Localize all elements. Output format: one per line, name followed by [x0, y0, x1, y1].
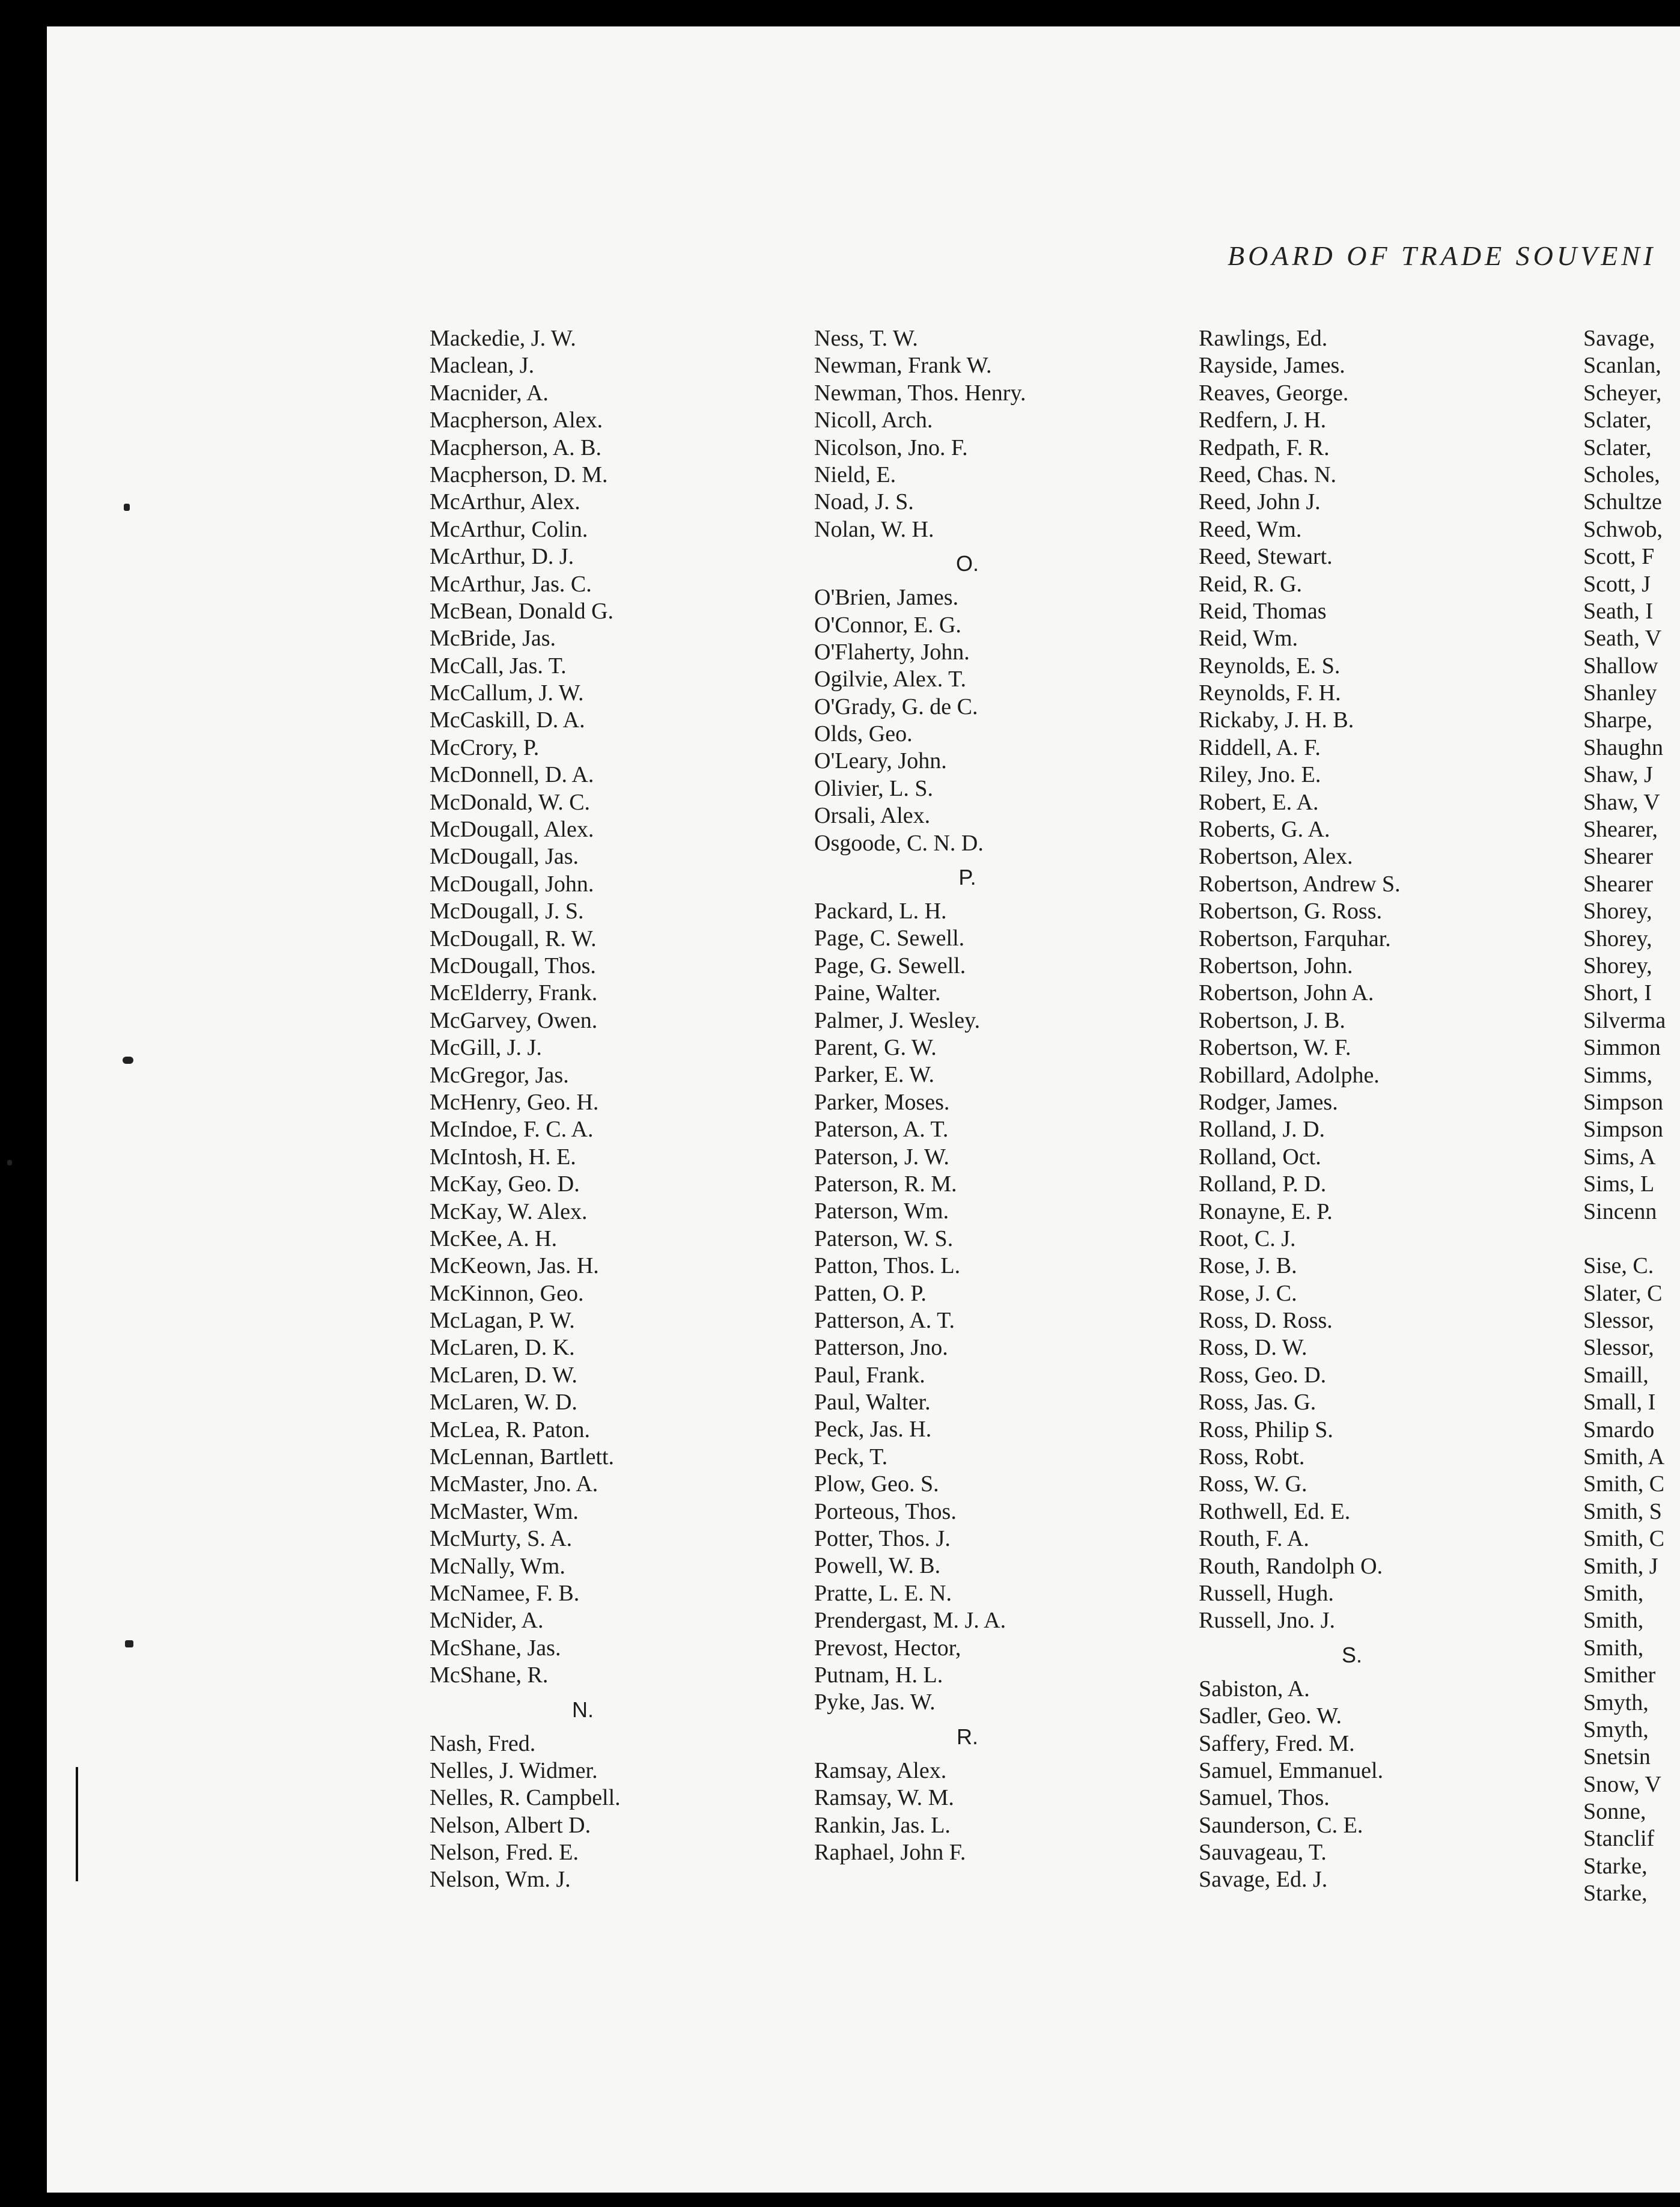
member-name: Smith, — [1583, 1608, 1644, 1634]
member-name: Reynolds, F. H. — [1199, 680, 1341, 706]
member-name: Robillard, Adolphe. — [1199, 1062, 1380, 1088]
member-name: Simpson — [1583, 1117, 1664, 1143]
member-name: Small, I — [1583, 1390, 1656, 1415]
member-name: Snow, V — [1583, 1771, 1661, 1797]
member-name: Redpath, F. R. — [1199, 435, 1330, 460]
member-name: Scheyer, — [1583, 380, 1662, 406]
member-name: Paterson, R. M. — [814, 1171, 957, 1197]
member-name: Robertson, J. B. — [1199, 1007, 1345, 1033]
member-name: Macpherson, D. M. — [430, 462, 608, 487]
member-name: Powell, W. B. — [814, 1553, 941, 1579]
member-name: McElderry, Frank. — [430, 980, 598, 1006]
member-name: McIntosh, H. E. — [430, 1144, 576, 1170]
member-name: Ross, Philip S. — [1199, 1417, 1333, 1442]
member-name: O'Brien, James. — [814, 585, 959, 611]
member-name: Russell, Hugh. — [1199, 1580, 1334, 1606]
member-name: Shanley — [1583, 680, 1657, 706]
member-name: Mackedie, J. W. — [430, 326, 576, 351]
member-name: O'Grady, G. de C. — [814, 694, 978, 719]
member-name: Reed, Wm. — [1199, 516, 1302, 542]
member-name: Paine, Walter. — [814, 980, 941, 1006]
member-name: Starke, — [1583, 1853, 1648, 1879]
member-name: Sims, A — [1583, 1144, 1656, 1170]
member-name: Sharpe, — [1583, 707, 1653, 733]
member-name: Starke, — [1583, 1881, 1648, 1906]
member-name: Ogilvie, Alex. T. — [814, 667, 966, 692]
member-name: Paterson, W. S. — [814, 1226, 954, 1251]
member-name: McLennan, Bartlett. — [430, 1444, 615, 1470]
member-name: Nelson, Wm. J. — [430, 1867, 571, 1893]
member-name: Ramsay, Alex. — [814, 1757, 947, 1783]
member-name: Rickaby, J. H. B. — [1199, 707, 1354, 733]
member-name: Samuel, Emmanuel. — [1199, 1757, 1384, 1783]
member-name: McCall, Jas. T. — [430, 653, 567, 679]
member-name: Smith, C — [1583, 1526, 1665, 1552]
member-name: Shaw, V — [1583, 789, 1660, 815]
member-name: Nicolson, Jno. F. — [814, 435, 968, 460]
member-name: Patton, Thos. L. — [814, 1253, 961, 1279]
member-name: Paterson, A. T. — [814, 1117, 949, 1143]
member-name: Olivier, L. S. — [814, 775, 933, 801]
member-name: Schwob, — [1583, 516, 1663, 542]
member-name: Macnider, A. — [430, 380, 549, 406]
member-name: Reed, Stewart. — [1199, 544, 1333, 570]
member-name: O'Leary, John. — [814, 748, 947, 774]
spacer — [1583, 1226, 1680, 1253]
member-name: Nelson, Fred. E. — [430, 1840, 579, 1866]
member-name: McDougall, John. — [430, 871, 594, 897]
member-name: McMaster, Wm. — [430, 1498, 579, 1524]
member-name: McShane, Jas. — [430, 1635, 561, 1661]
member-name: Simms, — [1583, 1062, 1653, 1088]
member-name: McMurty, S. A. — [430, 1526, 573, 1552]
member-name: Smith, J — [1583, 1553, 1658, 1579]
member-name: Nelles, R. Campbell. — [430, 1785, 621, 1811]
member-name: Shearer — [1583, 871, 1654, 897]
scanned-page — [47, 26, 1680, 2193]
member-name: Reed, John J. — [1199, 489, 1321, 515]
member-name: Slessor, — [1583, 1308, 1654, 1334]
member-name: Reid, Wm. — [1199, 626, 1298, 652]
scan-speck — [123, 1057, 133, 1064]
member-name: Shaughn — [1583, 734, 1663, 760]
member-name: Saunderson, C. E. — [1199, 1812, 1363, 1838]
member-name: Rolland, Oct. — [1199, 1144, 1321, 1170]
section-letter: N. — [572, 1697, 594, 1722]
member-name: McGill, J. J. — [430, 1035, 542, 1061]
member-name: Nicoll, Arch. — [814, 408, 933, 433]
member-name: Scanlan, — [1583, 353, 1661, 379]
member-name: Paul, Frank. — [814, 1362, 925, 1388]
member-name: Shearer — [1583, 844, 1654, 870]
section-letter: R. — [957, 1724, 978, 1749]
member-name: Snetsin — [1583, 1744, 1651, 1770]
member-name: McHenry, Geo. H. — [430, 1089, 599, 1115]
member-name: McLaren, W. D. — [430, 1390, 577, 1415]
member-name: Ross, Geo. D. — [1199, 1362, 1327, 1388]
member-name: Reid, R. G. — [1199, 571, 1303, 597]
member-name: Palmer, J. Wesley. — [814, 1007, 981, 1033]
member-name: Raphael, John F. — [814, 1839, 966, 1865]
section-letter: O. — [955, 551, 979, 576]
member-name: McGregor, Jas. — [430, 1062, 569, 1088]
member-name: McKay, W. Alex. — [430, 1198, 588, 1224]
member-name: Ross, D. Ross. — [1199, 1308, 1333, 1334]
member-name: McIndoe, F. C. A. — [430, 1117, 594, 1143]
member-name: Scott, J — [1583, 571, 1651, 597]
member-name: Smaill, — [1583, 1362, 1649, 1388]
member-name: Shorey, — [1583, 899, 1652, 924]
member-name: Pratte, L. E. N. — [814, 1580, 952, 1606]
member-name: Newman, Frank W. — [814, 353, 992, 379]
scan-speck — [124, 504, 130, 511]
member-name: Simmon — [1583, 1035, 1661, 1061]
member-name: Reed, Chas. N. — [1199, 462, 1337, 487]
member-name: Savage, Ed. J. — [1199, 1867, 1328, 1893]
member-name: McLagan, P. W. — [430, 1308, 575, 1334]
member-name: Rolland, J. D. — [1199, 1117, 1325, 1143]
member-name: Shearer, — [1583, 817, 1658, 843]
member-name: Parker, E. W. — [814, 1062, 935, 1088]
member-name: Smith, C — [1583, 1471, 1665, 1497]
member-name: McDougall, Alex. — [430, 817, 594, 843]
member-name: Reid, Thomas — [1199, 598, 1327, 624]
section-letter: P. — [958, 865, 976, 890]
member-name: Sclater, — [1583, 435, 1652, 460]
member-name: Smither — [1583, 1662, 1656, 1688]
member-name: McKee, A. H. — [430, 1226, 558, 1251]
member-name: McArthur, D. J. — [430, 544, 574, 570]
member-name: Nolan, W. H. — [814, 516, 934, 542]
member-name: Smyth, — [1583, 1690, 1649, 1715]
member-name: Rose, J. C. — [1199, 1280, 1297, 1306]
member-name: Parker, Moses. — [814, 1089, 950, 1115]
member-name: McNider, A. — [430, 1608, 544, 1634]
member-name: Sincenn — [1583, 1198, 1657, 1224]
member-name: Saffery, Fred. M. — [1199, 1730, 1355, 1756]
member-name: McCrory, P. — [430, 734, 540, 760]
member-name: McLaren, D. W. — [430, 1362, 577, 1388]
member-name: Parent, G. W. — [814, 1034, 937, 1060]
member-name: McShane, R. — [430, 1662, 549, 1688]
member-name: Paterson, Wm. — [814, 1198, 949, 1224]
section-letter: S. — [1341, 1642, 1362, 1667]
member-name: Root, C. J. — [1199, 1226, 1296, 1251]
member-name: Nield, E. — [814, 462, 896, 487]
member-name: Putnam, H. L. — [814, 1662, 943, 1688]
member-name: Smith, S — [1583, 1498, 1662, 1524]
member-name: Rankin, Jas. L. — [814, 1812, 951, 1838]
member-name: Robertson, W. F. — [1199, 1035, 1351, 1061]
member-name: Simpson — [1583, 1089, 1664, 1115]
member-name: McCallum, J. W. — [430, 680, 584, 706]
member-name: Noad, J. S. — [814, 489, 914, 515]
member-name: McBean, Donald G. — [430, 598, 614, 624]
member-name: Seath, I — [1583, 598, 1654, 624]
member-name: Porteous, Thos. — [814, 1498, 957, 1524]
member-name: Silverma — [1583, 1007, 1666, 1033]
member-name: Sadler, Geo. W. — [1199, 1703, 1342, 1729]
member-name: McArthur, Alex. — [430, 489, 580, 515]
member-name: Redfern, J. H. — [1199, 408, 1327, 433]
member-name: Sonne, — [1583, 1799, 1646, 1825]
member-name: Macpherson, A. B. — [430, 435, 602, 460]
member-name: Packard, L. H. — [814, 899, 947, 924]
member-name: Reaves, George. — [1199, 380, 1349, 406]
member-name: Page, G. Sewell. — [814, 953, 966, 978]
member-name: Reynolds, E. S. — [1199, 653, 1341, 679]
member-name: Ronayne, E. P. — [1199, 1198, 1333, 1224]
member-name: Slessor, — [1583, 1335, 1654, 1361]
member-name: Sise, C. — [1583, 1253, 1654, 1279]
member-name: Routh, F. A. — [1199, 1526, 1309, 1552]
member-name: McDonnell, D. A. — [430, 762, 594, 788]
member-name: McBride, Jas. — [430, 626, 556, 652]
member-name: Ross, W. G. — [1199, 1471, 1307, 1497]
member-name: Robertson, G. Ross. — [1199, 899, 1383, 924]
scan-edge-mark — [76, 1767, 78, 1881]
member-name: Rose, J. B. — [1199, 1253, 1297, 1279]
member-name: Savage, — [1583, 326, 1655, 351]
member-name: Maclean, J. — [430, 353, 535, 379]
member-name: Scholes, — [1583, 462, 1660, 487]
member-name: McLaren, D. K. — [430, 1335, 575, 1361]
member-name: O'Flaherty, John. — [814, 639, 970, 665]
member-name: Robert, E. A. — [1199, 789, 1319, 815]
name-column-1 — [430, 325, 802, 1894]
member-name: Samuel, Thos. — [1199, 1785, 1330, 1811]
member-name: Shallow — [1583, 653, 1658, 679]
member-name: Stanclif — [1583, 1826, 1655, 1852]
member-name: Slater, C — [1583, 1280, 1663, 1306]
member-name: McLea, R. Paton. — [430, 1417, 591, 1442]
member-name: Newman, Thos. Henry. — [814, 380, 1026, 406]
member-name: Sauvageau, T. — [1199, 1840, 1327, 1866]
name-column-3 — [1199, 325, 1571, 1894]
member-name: O'Connor, E. G. — [814, 612, 961, 638]
member-name: Ross, Jas. G. — [1199, 1390, 1316, 1415]
member-name: McGarvey, Owen. — [430, 1007, 598, 1033]
member-name: Shaw, J — [1583, 762, 1653, 788]
page-header: BOARD OF TRADE SOUVENI — [1228, 240, 1657, 271]
member-name: Prevost, Hector, — [814, 1635, 961, 1661]
member-name: Short, I — [1583, 980, 1652, 1006]
member-name: McDougall, J. S. — [430, 899, 584, 924]
member-name: Robertson, Farquhar. — [1199, 926, 1391, 951]
member-name: Nelson, Albert D. — [430, 1812, 591, 1838]
member-name: Smith, — [1583, 1635, 1644, 1661]
member-name: Patten, O. P. — [814, 1280, 927, 1306]
member-name: McArthur, Jas. C. — [430, 571, 592, 597]
member-name: Smyth, — [1583, 1717, 1649, 1742]
member-name: McNally, Wm. — [430, 1553, 565, 1579]
member-name: Schultze — [1583, 489, 1662, 515]
member-name: McNamee, F. B. — [430, 1580, 580, 1606]
member-name: McArthur, Colin. — [430, 516, 588, 542]
member-name: Page, C. Sewell. — [814, 926, 965, 951]
name-column-2 — [814, 325, 1187, 1866]
member-name: Routh, Randolph O. — [1199, 1553, 1383, 1579]
member-name: McCaskill, D. A. — [430, 707, 585, 733]
member-name: Pyke, Jas. W. — [814, 1690, 936, 1715]
member-name: Paterson, J. W. — [814, 1144, 949, 1170]
member-name: Riddell, A. F. — [1199, 734, 1321, 760]
member-name: McDougall, Thos. — [430, 953, 596, 978]
member-name: Ramsay, W. M. — [814, 1785, 954, 1811]
name-column-4 — [1583, 325, 1680, 1908]
member-name: Scott, F — [1583, 544, 1655, 570]
member-name: Sims, L — [1583, 1171, 1655, 1197]
member-name: Macpherson, Alex. — [430, 408, 603, 433]
member-name: Robertson, John. — [1199, 953, 1353, 978]
member-name: Prendergast, M. J. A. — [814, 1608, 1006, 1634]
member-name: Robertson, John A. — [1199, 980, 1374, 1006]
member-name: Rawlings, Ed. — [1199, 326, 1328, 351]
member-name: McDonald, W. C. — [430, 789, 591, 815]
member-name: Sclater, — [1583, 408, 1652, 433]
scan-speck — [7, 1160, 12, 1165]
member-name: Ness, T. W. — [814, 326, 918, 351]
member-name: Plow, Geo. S. — [814, 1471, 939, 1497]
member-name: McKinnon, Geo. — [430, 1280, 584, 1306]
member-name: Seath, V — [1583, 626, 1662, 652]
member-name: Russell, Jno. J. — [1199, 1608, 1335, 1634]
member-name: Shorey, — [1583, 926, 1652, 951]
member-name: Rayside, James. — [1199, 353, 1345, 379]
member-name: Riley, Jno. E. — [1199, 762, 1321, 788]
member-name: Rolland, P. D. — [1199, 1171, 1327, 1197]
member-name: Rothwell, Ed. E. — [1199, 1498, 1351, 1524]
member-name: Osgoode, C. N. D. — [814, 830, 984, 856]
member-name: Nash, Fred. — [430, 1730, 536, 1756]
member-name: Sabiston, A. — [1199, 1676, 1310, 1702]
member-name: Nelles, J. Widmer. — [430, 1757, 598, 1783]
member-name: McDougall, R. W. — [430, 926, 597, 951]
member-name: McKay, Geo. D. — [430, 1171, 580, 1197]
member-name: McDougall, Jas. — [430, 844, 579, 870]
member-name: Ross, D. W. — [1199, 1335, 1307, 1361]
member-name: Smardo — [1583, 1417, 1655, 1442]
member-name: Peck, T. — [814, 1444, 888, 1470]
member-name: Rodger, James. — [1199, 1089, 1338, 1115]
member-name: Roberts, G. A. — [1199, 817, 1330, 843]
member-name: Olds, Geo. — [814, 721, 913, 747]
member-name: Smith, A — [1583, 1444, 1665, 1470]
member-name: Shorey, — [1583, 953, 1652, 978]
member-name: Peck, Jas. H. — [814, 1417, 932, 1442]
member-name: Robertson, Andrew S. — [1199, 871, 1401, 897]
member-name: Ross, Robt. — [1199, 1444, 1305, 1470]
member-name: McMaster, Jno. A. — [430, 1471, 598, 1497]
member-name: McKeown, Jas. H. — [430, 1253, 599, 1279]
member-name: Orsali, Alex. — [814, 803, 931, 829]
member-name: Potter, Thos. J. — [814, 1526, 951, 1552]
member-name: Patterson, A. T. — [814, 1307, 955, 1333]
member-name: Smith, — [1583, 1580, 1644, 1606]
scan-speck — [125, 1640, 133, 1647]
member-name: Robertson, Alex. — [1199, 844, 1353, 870]
member-name: Patterson, Jno. — [814, 1335, 948, 1361]
member-name: Paul, Walter. — [814, 1390, 931, 1415]
